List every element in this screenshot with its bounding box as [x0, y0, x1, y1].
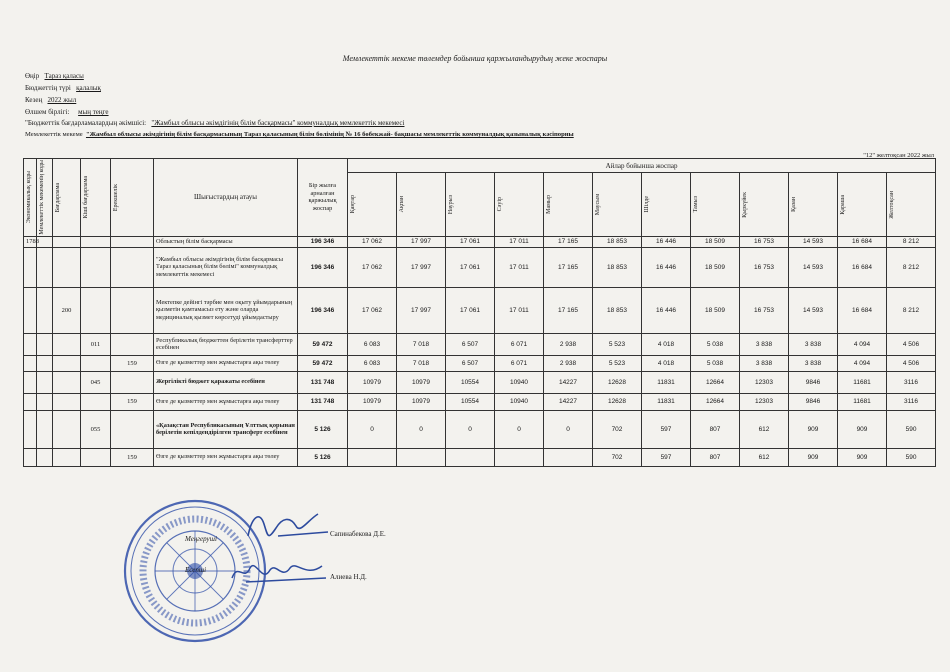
- month-value-cell: 14227: [544, 371, 593, 393]
- annual-total-cell: 5 126: [298, 448, 348, 466]
- finance-plan-table: [23, 158, 936, 467]
- code-cell: [37, 247, 53, 287]
- expense-name-cell: Республикалық бюджеттен берілетін трансферттер есебінен: [154, 333, 298, 355]
- code-cell: [24, 448, 37, 466]
- code-cell: [24, 371, 37, 393]
- month-value-cell: 11831: [642, 371, 691, 393]
- annual-total-cell: 196 346: [298, 287, 348, 333]
- col-head-annual-plan: Бір жылға арналған қаржылық жоспар: [298, 159, 348, 237]
- code-cell: [24, 333, 37, 355]
- month-value-cell: [397, 448, 446, 466]
- month-value-cell: 909: [789, 448, 838, 466]
- table-row: [24, 247, 936, 287]
- month-value-cell: 17 997: [397, 236, 446, 247]
- month-value-cell: 17 061: [446, 247, 495, 287]
- annual-total-cell: 196 346: [298, 236, 348, 247]
- code-cell: 159: [111, 355, 154, 371]
- col-head-month: Қазан: [789, 173, 838, 236]
- col-head-inst-code: Мемлекеттік мекеменің коды: [37, 159, 53, 237]
- col-head-month: Тамыз: [691, 173, 740, 236]
- month-value-cell: 3116: [887, 393, 936, 410]
- month-value-cell: 3 838: [789, 355, 838, 371]
- code-cell: [24, 410, 37, 448]
- col-head-month: Наурыз: [446, 173, 495, 236]
- expense-name-cell: "Жамбыл облысы әкімдігінің білім басқармасы Тараз қаласының білім бөлімі" коммуналдық мемлекеттік мекемесі: [154, 247, 298, 287]
- table-row: [24, 371, 936, 393]
- unit-value: мың теңге: [78, 108, 109, 116]
- code-cell: 055: [81, 410, 111, 448]
- month-value-cell: 5 523: [593, 355, 642, 371]
- month-value-cell: 16 684: [838, 236, 887, 247]
- code-cell: [81, 448, 111, 466]
- month-value-cell: 10979: [397, 393, 446, 410]
- month-value-cell: 597: [642, 410, 691, 448]
- month-value-cell: 17 165: [544, 236, 593, 247]
- code-cell: [24, 393, 37, 410]
- month-value-cell: 12664: [691, 393, 740, 410]
- table-row: [24, 355, 936, 371]
- month-value-cell: 6 507: [446, 333, 495, 355]
- code-cell: [37, 448, 53, 466]
- month-value-cell: 18 853: [593, 236, 642, 247]
- code-cell: 1788: [24, 236, 37, 247]
- col-head-month: Сәуір: [495, 173, 544, 236]
- month-value-cell: 0: [446, 410, 495, 448]
- code-cell: [81, 247, 111, 287]
- month-value-cell: 14 593: [789, 247, 838, 287]
- institution-label: Мемлекеттік мекеме: [25, 131, 83, 138]
- month-value-cell: 14227: [544, 393, 593, 410]
- month-value-cell: 909: [838, 410, 887, 448]
- month-value-cell: 16 753: [740, 247, 789, 287]
- expense-name-cell: Өзге де қызметтер мен жұмыстарға ақы төлеу: [154, 355, 298, 371]
- month-value-cell: 9846: [789, 371, 838, 393]
- code-cell: [53, 236, 81, 247]
- month-value-cell: 5 038: [691, 355, 740, 371]
- month-value-cell: 10979: [397, 371, 446, 393]
- code-cell: [53, 448, 81, 466]
- col-head-month: Ақпан: [397, 173, 446, 236]
- month-value-cell: [544, 448, 593, 466]
- admin-line: [25, 119, 404, 127]
- code-cell: [53, 393, 81, 410]
- month-value-cell: 7 018: [397, 355, 446, 371]
- code-cell: [24, 355, 37, 371]
- month-value-cell: 4 094: [838, 355, 887, 371]
- table-row: [24, 393, 936, 410]
- annual-total-cell: 59 472: [298, 355, 348, 371]
- code-cell: [53, 333, 81, 355]
- month-value-cell: 909: [838, 448, 887, 466]
- col-head-month: Қараша: [838, 173, 887, 236]
- institution-value: "Жамбыл облысы әкімдігінің білім басқармасының Тараз қаласының білім бөлімінің № 16 бөбекжай- бақшасы мемлекеттік коммуналдық қазыналық кәсіпорны: [85, 131, 574, 138]
- col-head-month: Мамыр: [544, 173, 593, 236]
- month-value-cell: 10554: [446, 371, 495, 393]
- month-value-cell: 17 165: [544, 247, 593, 287]
- month-value-cell: 0: [495, 410, 544, 448]
- accountant-name: Алиева Н.Д.: [330, 573, 367, 581]
- code-cell: [24, 287, 37, 333]
- code-cell: [24, 247, 37, 287]
- month-value-cell: 8 212: [887, 247, 936, 287]
- month-value-cell: 18 509: [691, 236, 740, 247]
- code-cell: [81, 355, 111, 371]
- month-value-cell: [348, 448, 397, 466]
- region-label: Өңір: [25, 72, 40, 80]
- code-cell: [111, 287, 154, 333]
- month-value-cell: 12303: [740, 393, 789, 410]
- code-cell: [111, 247, 154, 287]
- month-value-cell: 3 838: [740, 355, 789, 371]
- table-row: [24, 287, 936, 333]
- accountant-signature: [226, 556, 336, 590]
- month-value-cell: 6 071: [495, 355, 544, 371]
- month-value-cell: 8 212: [887, 236, 936, 247]
- month-value-cell: 612: [740, 410, 789, 448]
- month-value-cell: 14 593: [789, 287, 838, 333]
- month-value-cell: 17 011: [495, 236, 544, 247]
- month-value-cell: 590: [887, 410, 936, 448]
- code-cell: [81, 287, 111, 333]
- annual-total-cell: 5 126: [298, 410, 348, 448]
- code-cell: [37, 371, 53, 393]
- annual-total-cell: 131 748: [298, 393, 348, 410]
- col-head-expense-name: Шығыстардың атауы: [154, 159, 298, 237]
- code-cell: 011: [81, 333, 111, 355]
- table-row: [24, 236, 936, 247]
- col-head-econ-code: Экономикалық коды: [24, 159, 37, 237]
- month-value-cell: 17 062: [348, 287, 397, 333]
- code-cell: [53, 371, 81, 393]
- month-value-cell: 5 523: [593, 333, 642, 355]
- head-label: Меңгеруші: [185, 535, 217, 543]
- month-value-cell: 17 062: [348, 236, 397, 247]
- code-cell: [111, 410, 154, 448]
- code-cell: [81, 393, 111, 410]
- code-cell: [53, 355, 81, 371]
- month-value-cell: 4 506: [887, 355, 936, 371]
- month-value-cell: 597: [642, 448, 691, 466]
- month-value-cell: 807: [691, 448, 740, 466]
- budget-type-label: Бюджеттің түрі: [25, 84, 71, 92]
- month-value-cell: 4 018: [642, 333, 691, 355]
- month-value-cell: 11681: [838, 371, 887, 393]
- month-value-cell: 0: [348, 410, 397, 448]
- annual-total-cell: 196 346: [298, 247, 348, 287]
- month-value-cell: 4 094: [838, 333, 887, 355]
- unit-line: [25, 108, 109, 116]
- month-value-cell: 3 838: [740, 333, 789, 355]
- month-value-cell: 11831: [642, 393, 691, 410]
- col-head-program: Бағдарлама: [53, 159, 81, 237]
- code-cell: [81, 236, 111, 247]
- month-value-cell: 10979: [348, 371, 397, 393]
- month-value-cell: 4 018: [642, 355, 691, 371]
- code-cell: [37, 355, 53, 371]
- month-value-cell: 16 753: [740, 287, 789, 333]
- month-value-cell: 2 938: [544, 333, 593, 355]
- month-value-cell: 16 446: [642, 236, 691, 247]
- month-value-cell: 18 509: [691, 247, 740, 287]
- col-head-month: Маусым: [593, 173, 642, 236]
- code-cell: [37, 393, 53, 410]
- code-cell: [53, 247, 81, 287]
- table-body: [24, 236, 936, 466]
- month-value-cell: 702: [593, 410, 642, 448]
- month-value-cell: 8 212: [887, 287, 936, 333]
- month-value-cell: [495, 448, 544, 466]
- code-cell: [37, 287, 53, 333]
- code-cell: [37, 333, 53, 355]
- period-line: [25, 96, 76, 104]
- month-value-cell: 17 011: [495, 247, 544, 287]
- expense-name-cell: Өзге де қызметтер мен жұмыстарға ақы төлеу: [154, 448, 298, 466]
- month-value-cell: 17 997: [397, 247, 446, 287]
- month-value-cell: 16 684: [838, 247, 887, 287]
- month-value-cell: 18 509: [691, 287, 740, 333]
- month-value-cell: 12628: [593, 371, 642, 393]
- code-cell: [111, 371, 154, 393]
- expense-name-cell: Жергілікті бюджет қаражаты есебінен: [154, 371, 298, 393]
- month-value-cell: 2 938: [544, 355, 593, 371]
- col-head-month: Қыркүйек: [740, 173, 789, 236]
- head-signature: [238, 506, 338, 546]
- month-value-cell: 4 506: [887, 333, 936, 355]
- month-value-cell: 17 165: [544, 287, 593, 333]
- code-cell: [53, 410, 81, 448]
- annual-total-cell: 59 472: [298, 333, 348, 355]
- month-value-cell: 14 593: [789, 236, 838, 247]
- month-value-cell: 12628: [593, 393, 642, 410]
- month-value-cell: 0: [397, 410, 446, 448]
- month-value-cell: 7 018: [397, 333, 446, 355]
- code-cell: [37, 410, 53, 448]
- col-head-month: Шілде: [642, 173, 691, 236]
- expense-name-cell: «Қазақстан Республикасының Ұлттық қорынан берілетін кепілдендірілген трансферт есебінен: [154, 410, 298, 448]
- month-value-cell: 5 038: [691, 333, 740, 355]
- col-head-month: Қаңтар: [348, 173, 397, 236]
- table-row: [24, 333, 936, 355]
- expense-name-cell: Өзге де қызметтер мен жұмыстарға ақы төлеу: [154, 393, 298, 410]
- accountant-label: Есепші: [185, 566, 207, 574]
- period-label: Кезең: [25, 96, 43, 104]
- code-cell: 200: [53, 287, 81, 333]
- month-value-cell: 3 838: [789, 333, 838, 355]
- month-value-cell: 17 997: [397, 287, 446, 333]
- month-value-cell: 10554: [446, 393, 495, 410]
- code-cell: 159: [111, 448, 154, 466]
- month-value-cell: 16 446: [642, 247, 691, 287]
- code-cell: 045: [81, 371, 111, 393]
- document-date: "12" желтоқсан 2022 жыл: [863, 152, 934, 159]
- unit-label: Өлшем бірлігі:: [25, 108, 70, 116]
- month-value-cell: 10940: [495, 371, 544, 393]
- month-value-cell: 612: [740, 448, 789, 466]
- period-value: 2022 жыл: [47, 96, 77, 104]
- month-value-cell: 17 061: [446, 287, 495, 333]
- month-value-cell: 9846: [789, 393, 838, 410]
- budget-type-value: қалалық: [76, 84, 101, 92]
- col-head-month: Желтоқсан: [887, 173, 936, 236]
- month-value-cell: 10940: [495, 393, 544, 410]
- code-cell: 159: [111, 393, 154, 410]
- region-line: [25, 72, 84, 80]
- month-value-cell: 18 853: [593, 247, 642, 287]
- col-head-subprogram: Кіші бағдарлама: [81, 159, 111, 237]
- code-cell: [111, 333, 154, 355]
- code-cell: [111, 236, 154, 247]
- document-title: Мемлекеттік мекеме төлемдер бойынша қаржыландырудың жеке жоспары: [342, 54, 608, 63]
- month-value-cell: 3116: [887, 371, 936, 393]
- admin-value: "Жамбыл облысы әкімдігінің білім басқармасы" коммуналдық мемлекеттік мекемесі: [151, 119, 405, 127]
- month-value-cell: 590: [887, 448, 936, 466]
- month-value-cell: 16 684: [838, 287, 887, 333]
- month-value-cell: 10979: [348, 393, 397, 410]
- month-value-cell: 909: [789, 410, 838, 448]
- month-value-cell: 12303: [740, 371, 789, 393]
- head-name: Сапинабекова Д.Е.: [330, 530, 386, 538]
- month-value-cell: 6 083: [348, 355, 397, 371]
- month-value-cell: 11681: [838, 393, 887, 410]
- month-value-cell: 18 853: [593, 287, 642, 333]
- month-value-cell: [446, 448, 495, 466]
- month-value-cell: 17 062: [348, 247, 397, 287]
- col-head-months-title: Айлар бойынша жоспар: [348, 159, 936, 173]
- month-value-cell: 6 507: [446, 355, 495, 371]
- budget-type-line: [25, 84, 101, 92]
- month-value-cell: 16 446: [642, 287, 691, 333]
- col-head-specific: Ерекшелік: [111, 159, 154, 237]
- month-value-cell: 0: [544, 410, 593, 448]
- month-value-cell: 807: [691, 410, 740, 448]
- admin-label: "Бюджеттік бағдарламалардың әкімшісі:: [25, 119, 147, 127]
- month-value-cell: 12664: [691, 371, 740, 393]
- table-row: [24, 410, 936, 448]
- table-row: [24, 448, 936, 466]
- expense-name-cell: Облыстың білім басқармасы: [154, 236, 298, 247]
- expense-name-cell: Мектепке дейінгі тәрбие мен оқыту ұйымдарының қызметін қамтамасыз ету және оларда медициналық қызмет көрсетуді ұйымдастыру: [154, 287, 298, 333]
- month-value-cell: 17 011: [495, 287, 544, 333]
- month-value-cell: 702: [593, 448, 642, 466]
- annual-total-cell: 131 748: [298, 371, 348, 393]
- month-value-cell: 6 083: [348, 333, 397, 355]
- month-value-cell: 6 071: [495, 333, 544, 355]
- region-value: Тараз қаласы: [44, 72, 84, 80]
- institution-line: [25, 131, 574, 138]
- month-value-cell: 17 061: [446, 236, 495, 247]
- month-value-cell: 16 753: [740, 236, 789, 247]
